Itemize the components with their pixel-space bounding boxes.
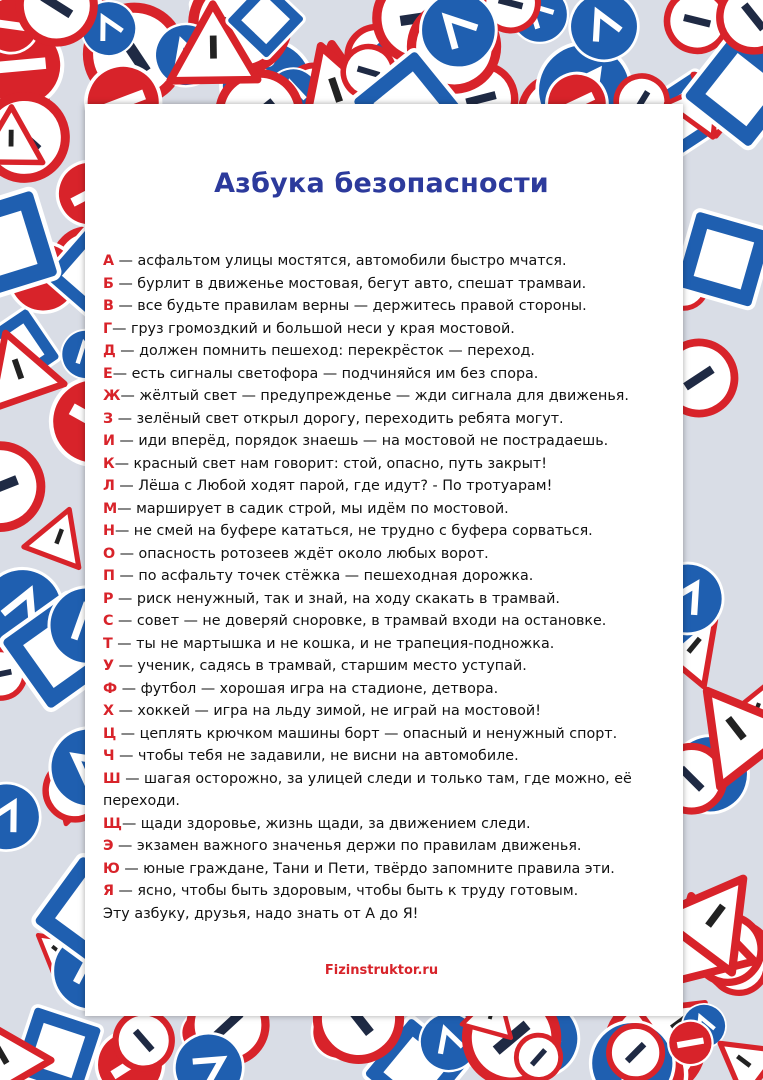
row-text: — зелёный свет открыл дорогу, переходить ребята могут.	[113, 410, 564, 427]
row-letter: Э	[103, 838, 114, 854]
row-text: — риск ненужный, так и знай, на ходу скакать в трамвай.	[113, 590, 560, 607]
row-text: — красный свет нам говорит: стой, опасно, путь закрыт!	[114, 455, 547, 472]
row-letter: Ц	[103, 725, 117, 742]
alphabet-row	[103, 430, 663, 453]
alphabet-row	[103, 835, 663, 858]
alphabet-row	[103, 250, 663, 273]
alphabet-row	[103, 723, 663, 746]
alphabet-row	[103, 340, 663, 363]
alphabet-row	[103, 498, 663, 521]
row-letter: Ю	[103, 860, 120, 877]
alphabet-row	[103, 543, 663, 566]
row-text: — по асфальту точек стёжка — пешеходная дорожка.	[114, 568, 534, 584]
row-text: — бурлит в движенье мостовая, бегут авто, спешат трамваи.	[113, 275, 587, 292]
alphabet-row	[103, 318, 663, 341]
alphabet-row	[103, 655, 663, 678]
alphabet-row	[103, 520, 663, 543]
alphabet-row	[103, 385, 663, 408]
closing-line: Эту азбуку, друзья, надо знать от А до Я!	[103, 905, 419, 922]
row-letter: О	[103, 545, 116, 562]
alphabet-row	[103, 700, 663, 723]
row-text: — щади здоровье, жизнь щади, за движением следи.	[121, 815, 531, 832]
row-text: — Лёша с Любой ходят парой, где идут? - По тротуарам!	[114, 478, 553, 494]
row-text: — чтобы тебя не задавили, не висни на автомобиле.	[114, 748, 519, 764]
alphabet-row	[103, 880, 663, 903]
row-letter: П	[103, 568, 115, 584]
row-letter: В	[103, 298, 114, 314]
row-letter: Б	[103, 275, 114, 292]
row-text: — марширует в садик строй, мы идём по мостовой.	[117, 500, 509, 517]
alphabet-row	[103, 363, 663, 386]
alphabet-row	[103, 408, 663, 431]
row-text: — все будьте правилам верны — держитесь правой стороны.	[113, 298, 587, 314]
row-letter: Щ	[103, 815, 122, 832]
row-text: — экзамен важного значенья держи по правилам движенья.	[113, 838, 582, 854]
row-letter: Г	[103, 320, 113, 337]
row-letter: Ч	[103, 748, 115, 764]
row-text: — не смей на буфере кататься, не трудно с буфера сорваться.	[114, 523, 593, 539]
page-title: Азбука безопасности	[214, 168, 549, 199]
alphabet-row	[103, 678, 663, 701]
row-letter: Я	[103, 883, 115, 899]
row-letter: Ж	[103, 388, 121, 404]
row-text: — груз громоздкий и большой неси у края мостовой.	[112, 320, 515, 337]
row-letter: З	[103, 410, 114, 427]
row-letter: Д	[103, 343, 116, 359]
alphabet-row	[103, 768, 663, 813]
row-text: — жёлтый свет — предупрежденье — жди сигнала для движенья.	[120, 388, 629, 404]
row-letter: А	[103, 253, 115, 269]
row-letter: К	[103, 455, 115, 472]
alphabet-row	[103, 588, 663, 611]
row-text: — ясно, чтобы быть здоровым, чтобы быть к труду готовым.	[114, 883, 579, 899]
row-text: — ты не мартышка и не кошка, и не трапеция-подножка.	[112, 635, 555, 652]
row-letter: Ш	[103, 770, 121, 787]
row-letter: Т	[103, 635, 113, 652]
row-letter: У	[103, 658, 115, 674]
row-text: — асфальтом улицы мостятся, автомобили быстро мчатся.	[114, 253, 567, 269]
row-letter: Е	[103, 365, 113, 382]
site-caption: Fizinstruktor.ru	[324, 963, 439, 978]
alphabet-row	[103, 633, 663, 656]
row-text: — опасность ротозеев ждёт около любых ворот.	[115, 545, 489, 562]
row-letter: С	[103, 613, 114, 629]
alphabet-row	[103, 813, 663, 836]
row-letter: Ф	[103, 680, 118, 697]
alphabet-row	[103, 453, 663, 476]
alphabet-row	[103, 745, 663, 768]
row-text: — ученик, садясь в трамвай, старшим место уступай.	[114, 658, 527, 674]
row-text: — хоккей — игра на льду зимой, не играй на мостовой!	[114, 703, 541, 719]
row-text: — юные граждане, Тани и Пети, твёрдо запомните правила эти.	[119, 860, 615, 877]
row-letter: Р	[103, 590, 114, 607]
alphabet-row	[103, 295, 663, 318]
alphabet-row	[103, 475, 663, 498]
row-text: — футбол — хорошая игра на стадионе, детвора.	[117, 680, 499, 697]
alphabet-row	[103, 610, 663, 633]
alphabet-row	[103, 273, 663, 296]
alphabet-row	[103, 565, 663, 588]
row-letter: И	[103, 433, 115, 449]
alphabet-row	[103, 858, 663, 881]
row-text: — совет — не доверяй сноровке, в трамвай входи на остановке.	[113, 613, 607, 629]
row-text: — цеплять крючком машины борт — опасный и ненужный спорт.	[116, 725, 618, 742]
row-text: — есть сигналы светофора — подчиняйся им без спора.	[112, 365, 539, 382]
row-letter: Л	[103, 478, 115, 494]
row-letter: М	[103, 500, 118, 517]
row-letter: Н	[103, 523, 115, 539]
row-text: — иди вперёд, порядок знаешь — на мостовой не пострадаешь.	[114, 433, 609, 449]
row-letter: Х	[103, 703, 115, 719]
alphabet-list	[103, 250, 663, 925]
prohibit-sign-icon	[0, 434, 53, 540]
row-text: — должен помнить пешеход: перекрёсток — переход.	[115, 343, 535, 359]
row-text: — шагая осторожно, за улицей следи и только там, где можно, её переходи.	[103, 770, 632, 809]
